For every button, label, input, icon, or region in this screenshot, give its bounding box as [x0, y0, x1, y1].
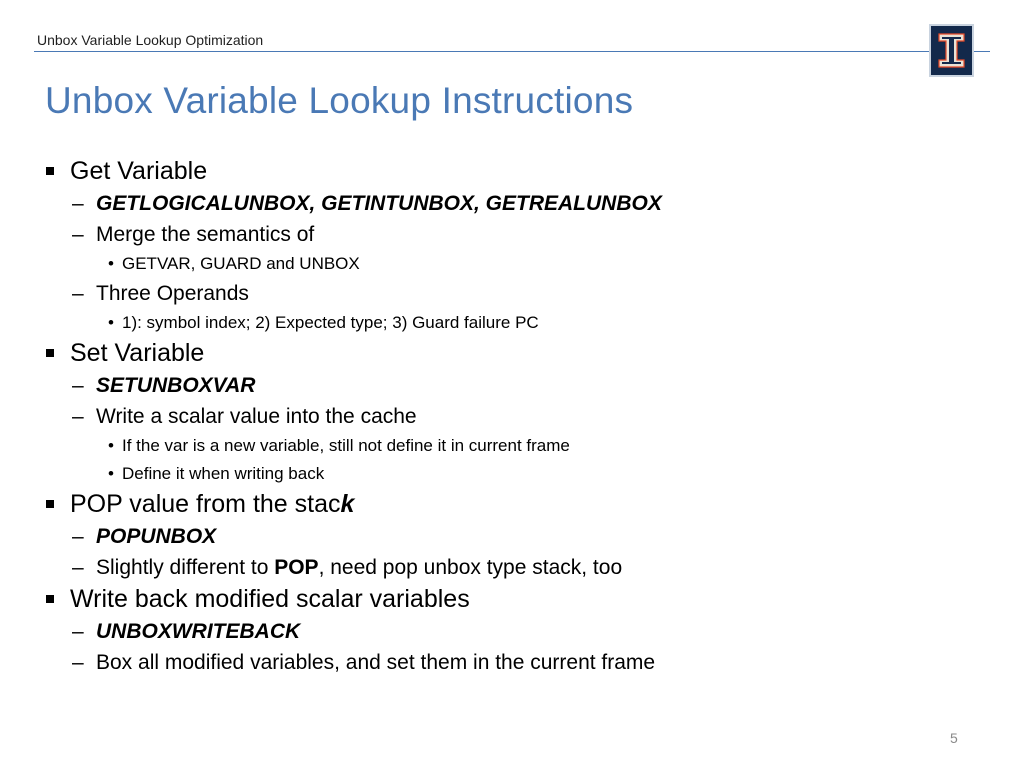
- dot-bullet-icon: •: [108, 464, 114, 483]
- subbullet: [46, 647, 986, 678]
- header-text: Unbox Variable Lookup Optimization: [37, 32, 264, 48]
- bullet-get-variable: [46, 155, 986, 188]
- dash-bullet-icon: –: [72, 374, 84, 397]
- subbullet: [46, 616, 986, 647]
- subbullet-text: Box all modified variables, and set them in the current frame: [96, 651, 656, 674]
- bullet-set-variable: [46, 337, 986, 370]
- square-bullet-icon: [46, 349, 54, 357]
- sub-subbullet-text: GETVAR, GUARD and UNBOX: [122, 254, 360, 273]
- dash-bullet-icon: –: [72, 525, 84, 548]
- instruction-names: POPUNBOX: [96, 525, 217, 548]
- header-divider: [34, 51, 990, 52]
- page-number: 5: [950, 730, 958, 746]
- bullet-label: Write back modified scalar variables: [70, 585, 470, 613]
- subbullet: [46, 521, 986, 552]
- dash-bullet-icon: –: [72, 223, 84, 246]
- dash-bullet-icon: –: [72, 556, 84, 579]
- bullet-label-suffix: k: [340, 490, 355, 518]
- subbullet-text-prefix: Slightly different to: [96, 556, 275, 579]
- subbullet: [46, 278, 986, 309]
- sub-subbullet: [46, 309, 986, 337]
- sub-subbullet-text: 1): symbol index; 2) Expected type; 3) Guard failure PC: [122, 313, 539, 332]
- square-bullet-icon: [46, 595, 54, 603]
- dash-bullet-icon: –: [72, 620, 84, 643]
- sub-subbullet: [46, 460, 986, 488]
- square-bullet-icon: [46, 500, 54, 508]
- dot-bullet-icon: •: [108, 254, 114, 273]
- bullet-label: Set Variable: [70, 339, 205, 367]
- dash-bullet-icon: –: [72, 282, 84, 305]
- subbullet-text-bold: POP: [274, 556, 319, 579]
- dash-bullet-icon: –: [72, 192, 84, 215]
- sub-subbullet-text: If the var is a new variable, still not define it in current frame: [122, 436, 570, 455]
- dash-bullet-icon: –: [72, 405, 84, 428]
- instruction-names: UNBOXWRITEBACK: [96, 620, 301, 643]
- bullet-label: Get Variable: [70, 157, 208, 185]
- subbullet: [46, 188, 986, 219]
- subbullet-text-suffix: , need pop unbox type stack, too: [318, 556, 623, 579]
- dot-bullet-icon: •: [108, 436, 114, 455]
- instruction-names: GETLOGICALUNBOX, GETINTUNBOX, GETREALUNBOX: [96, 192, 662, 215]
- illinois-logo-icon: [929, 24, 974, 77]
- bullet-pop-value: [46, 488, 986, 521]
- subbullet-text: Merge the semantics of: [96, 223, 315, 246]
- dot-bullet-icon: •: [108, 313, 114, 332]
- dash-bullet-icon: –: [72, 651, 84, 674]
- subbullet: [46, 370, 986, 401]
- subbullet: [46, 219, 986, 250]
- bullet-write-back: [46, 583, 986, 616]
- sub-subbullet: [46, 250, 986, 278]
- square-bullet-icon: [46, 167, 54, 175]
- slide-title: Unbox Variable Lookup Instructions: [45, 80, 634, 121]
- subbullet: [46, 552, 986, 583]
- sub-subbullet-text: Define it when writing back: [122, 464, 325, 483]
- sub-subbullet: [46, 432, 986, 460]
- subbullet: [46, 401, 986, 432]
- bullet-label-prefix: POP value from the stac: [70, 490, 341, 518]
- subbullet-text: Three Operands: [96, 282, 249, 305]
- subbullet-text: Write a scalar value into the cache: [96, 405, 417, 428]
- instruction-names: SETUNBOXVAR: [96, 374, 256, 397]
- bullet-content: [46, 155, 986, 678]
- block-i-icon: [931, 26, 972, 75]
